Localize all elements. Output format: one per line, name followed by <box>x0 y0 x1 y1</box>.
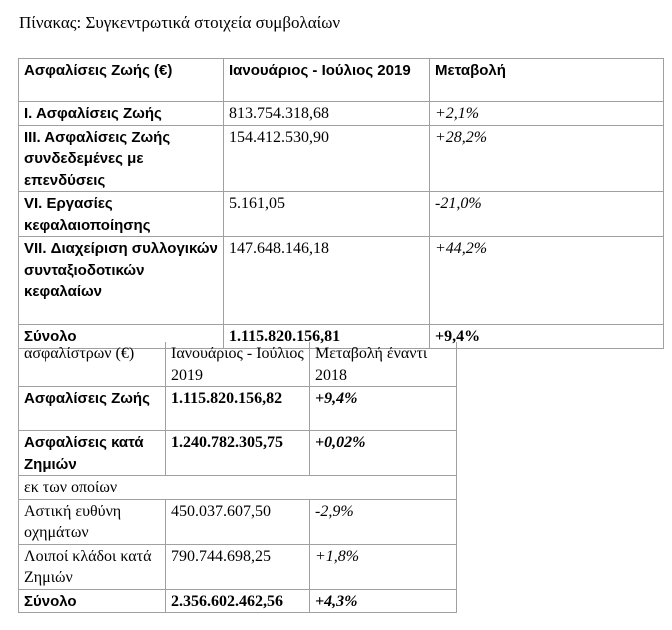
table-row <box>19 387 457 431</box>
row-change: +28,2% <box>430 125 664 192</box>
row-value: 147.648.146,18 <box>224 237 430 325</box>
row-label: VII. Διαχείριση συλλογικών συνταξιοδοτικών κεφαλαίων <box>19 237 224 325</box>
total-label: Σύνολο <box>19 589 166 613</box>
table-total-row <box>19 589 457 613</box>
row-change: +0,02% <box>310 431 457 476</box>
row-label: Ασφαλίσεις κατά Ζημιών <box>19 431 166 476</box>
row-value: 1.115.820.156,82 <box>166 387 310 431</box>
table-row <box>19 192 664 237</box>
row-change: +9,4% <box>310 387 457 431</box>
row-change: -21,0% <box>430 192 664 237</box>
table-row <box>19 476 457 500</box>
row-change: +44,2% <box>430 237 664 325</box>
header-cell: Μεταβολή <box>430 59 664 102</box>
total-change: +4,3% <box>310 589 457 613</box>
table-row <box>19 544 457 589</box>
total-value: 1.115.820.156,81 <box>224 325 430 349</box>
total-change: +9,4% <box>430 325 664 349</box>
table-row <box>19 431 457 476</box>
row-value: 154.412.530,90 <box>224 125 430 192</box>
table-row <box>19 125 664 192</box>
row-value: 5.161,05 <box>224 192 430 237</box>
life-insurance-table <box>18 58 664 349</box>
row-label: Αστική ευθύνη οχημάτων <box>19 499 166 544</box>
row-change: +2,1% <box>430 102 664 126</box>
row-label: Ι. Ασφαλίσεις Ζωής <box>19 102 224 126</box>
table-row <box>19 499 457 544</box>
row-label: ΙΙΙ. Ασφαλίσεις Ζωής συνδεδεμένες με επενδύσεις <box>19 125 224 192</box>
table-row <box>19 237 664 325</box>
header-cell: Ιανουάριος - Ιούλιος 2019 <box>166 342 310 387</box>
premiums-table <box>18 342 457 613</box>
row-label: VI. Εργασίες κεφαλαιοποίησης <box>19 192 224 237</box>
row-change: +1,8% <box>310 544 457 589</box>
header-cell: Ασφαλίσεις Ζωής (€) <box>19 59 224 102</box>
table-header-row <box>19 59 664 102</box>
header-cell: Ιανουάριος - Ιούλιος 2019 <box>224 59 430 102</box>
row-value: 1.240.782.305,75 <box>166 431 310 476</box>
of-which-label: εκ των οποίων <box>19 476 457 500</box>
total-label: Σύνολο <box>19 325 224 349</box>
row-value: 450.037.607,50 <box>166 499 310 544</box>
row-value: 813.754.318,68 <box>224 102 430 126</box>
row-label: Ασφαλίσεις Ζωής <box>19 387 166 431</box>
row-label: Λοιποί κλάδοι κατά Ζημιών <box>19 544 166 589</box>
row-change: -2,9% <box>310 499 457 544</box>
header-cell: ασφαλίστρων (€) <box>19 342 166 387</box>
header-cell: Μεταβολή έναντι 2018 <box>310 342 457 387</box>
table-row <box>19 102 664 126</box>
total-value: 2.356.602.462,56 <box>166 589 310 613</box>
row-value: 790.744.698,25 <box>166 544 310 589</box>
page-title: Πίνακας: Συγκεντρωτικά στοιχεία συμβολαίων <box>19 13 341 32</box>
table-header-row <box>19 342 457 387</box>
